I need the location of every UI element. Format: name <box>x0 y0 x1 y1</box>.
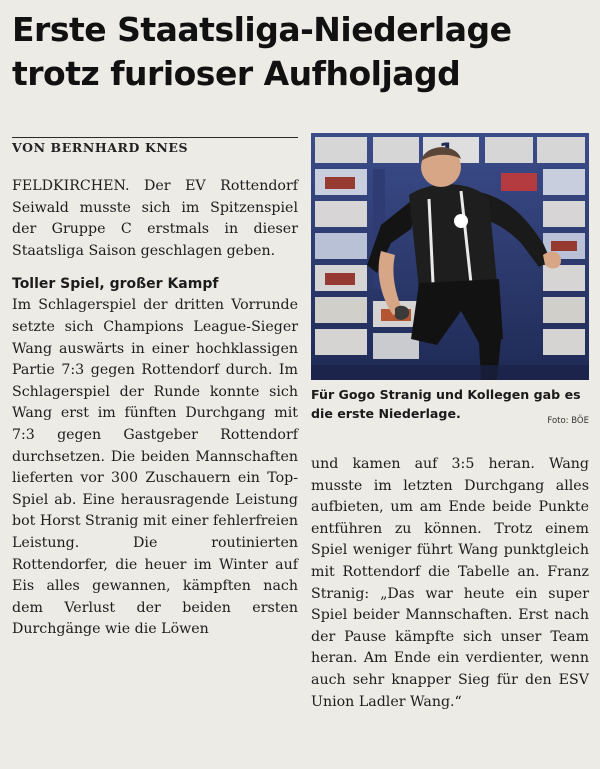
lead-paragraph: FELDKIRCHEN. Der EV Rottendorf Seiwald musste sich im Spitzenspiel der Gruppe C erstmals in dieser Staatsliga Saison geschlagen geben. <box>12 178 298 259</box>
subhead: Toller Spiel, großer Kampf <box>12 276 219 293</box>
byline-rule <box>12 137 298 138</box>
bowler-photo-illustration <box>311 133 589 380</box>
headline-line-1: Erste Staatsliga-Niederlage <box>12 10 512 49</box>
photo-credit: Foto: BÖE <box>547 416 589 426</box>
article-column-left <box>12 176 298 641</box>
photo-caption: Für Gogo Stranig und Kollegen gab es die erste Niederlage. <box>311 387 581 421</box>
byline: VON BERNHARD KNES <box>12 140 189 155</box>
article-photo <box>311 133 589 380</box>
article-column-right <box>311 454 589 713</box>
body-paragraph-left: Im Schlagerspiel der dritten Vorrunde setzte sich Champions League-Sieger Wang auswärts in einer hochklassigen Partie 7:3 gegen Rottendorf durch. Im Schlagerspiel der Runde konnte sich Wang erst im fünften Durchgang mit 7:3 gegen Gastgeber Rottendorf durchsetzen. Die beiden Mannschaften lieferten vor 300 Zuschauern ein Top-Spiel ab. Eine herausragende Leistung bot Horst Stranig mit einer fehlerfreien Leistung. Die routinierten Rottendorfer, die heuer im Winter auf Eis alles gewannen, kämpften nach dem Verlust der beiden ersten Durchgänge wie die Löwen <box>12 297 298 638</box>
body-paragraph-right: und kamen auf 3:5 heran. Wang musste im letzten Durchgang alles aufbieten, um am Ende beide Punkte entführen zu können. Trotz einem Spiel weniger führt Wang punktgleich mit Rottendorf die Tabelle an. Franz Stranig: „Das war heute ein super Spiel beider Mannschaften. Erst nach der Pause kämpfte sich unser Team heran. Am Ende ein verdienter, wenn auch sehr knapper Sieg für den ESV Union Ladler Wang.“ <box>311 456 589 710</box>
headline <box>12 8 592 96</box>
headline-line-2: trotz furioser Aufholjagd <box>12 54 461 93</box>
